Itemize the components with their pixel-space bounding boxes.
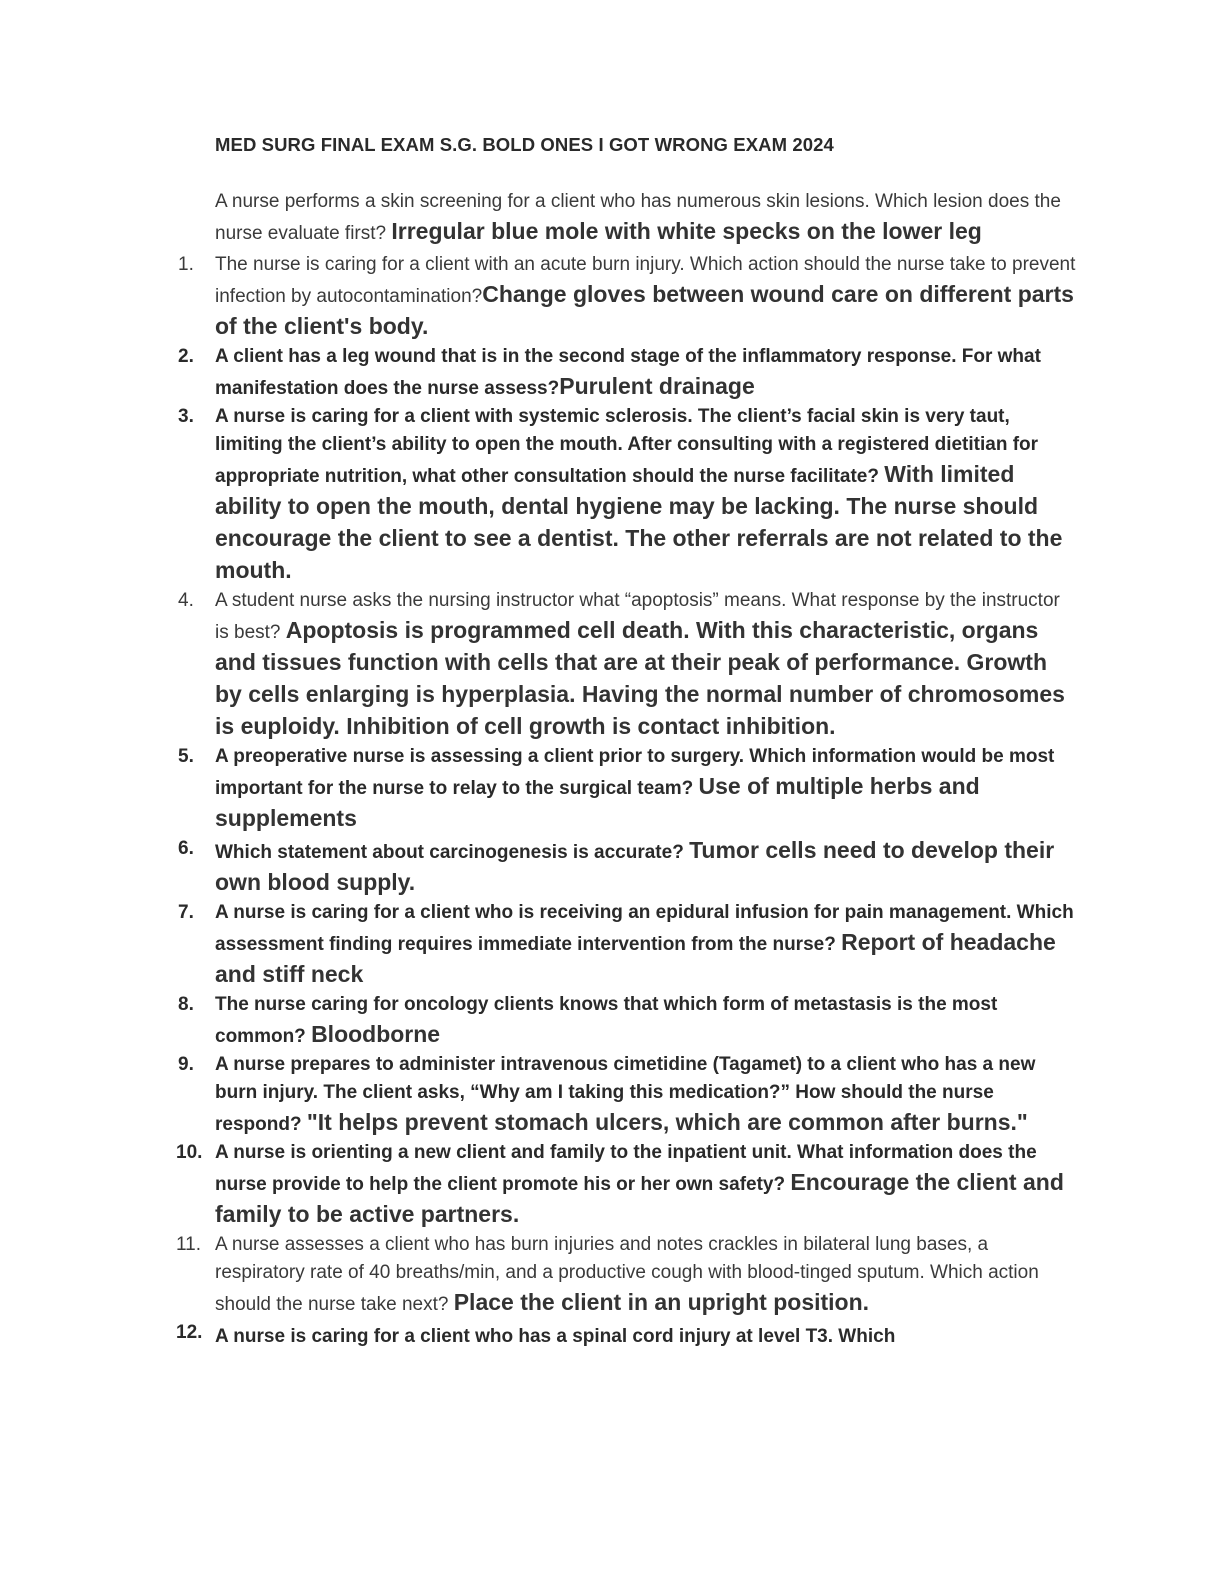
question-answer: "It helps prevent stomach ulcers, which are common after burns." [306, 1109, 1028, 1135]
question-number: 7. [178, 902, 194, 923]
question-answer: Change gloves between wound care on different parts of the client's body. [215, 281, 1074, 339]
question-stem: A preoperative nurse is assessing a client prior to surgery. Which information would be most important for the nurse to relay to the surgical team? [215, 746, 1055, 799]
question-item [178, 403, 1078, 587]
question-stem: A nurse is caring for a client who has a spinal cord injury at level T3. Which [215, 1326, 896, 1347]
question-stem: A nurse is orienting a new client and family to the inpatient unit. What information does the nurse provide to help the client promote his or her own safety? [215, 1142, 1037, 1195]
question-number: 11. [176, 1234, 202, 1255]
question-item [178, 1139, 1078, 1231]
question-stem: A nurse is caring for a client who is receiving an epidural infusion for pain management. Which assessment finding requires immediate intervention from the nurse? [215, 902, 1074, 955]
question-item [178, 587, 1078, 743]
question-number: 6. [178, 838, 194, 859]
question-number: 8. [178, 994, 194, 1015]
intro-question [178, 188, 1078, 248]
question-number: 1. [178, 254, 194, 275]
question-stem: A nurse is caring for a client with systemic sclerosis. The client’s facial skin is very taut, limiting the client’s ability to open the mouth. After consulting with a registered dietitian for appropriate nutrition, what other consultation should the nurse facilitate? [215, 406, 1039, 487]
question-item [178, 343, 1078, 403]
question-item [178, 1051, 1078, 1139]
question-item [178, 1319, 1078, 1351]
question-item [178, 991, 1078, 1051]
question-item [178, 835, 1078, 899]
question-list [178, 188, 1078, 1351]
question-stem: Which statement about carcinogenesis is accurate? [215, 842, 690, 863]
question-number: 4. [178, 590, 194, 611]
question-answer: With limited ability to open the mouth, dental hygiene may be lacking. The nurse should encourage the client to see a dentist. The other referrals are not related to the mouth. [215, 461, 1063, 583]
question-stem: A client has a leg wound that is in the second stage of the inflammatory response. For what manifestation does the nurse assess? [215, 346, 1041, 399]
question-answer: Place the client in an upright position. [453, 1289, 870, 1315]
document-title: MED SURG FINAL EXAM S.G. BOLD ONES I GOT WRONG EXAM 2024 [215, 134, 834, 155]
question-item [178, 1231, 1078, 1319]
question-stem: A student nurse asks the nursing instructor what “apoptosis” means. What response by the instructor is best? [215, 590, 1060, 643]
question-answer: Bloodborne [311, 1021, 441, 1047]
question-stem: The nurse is caring for a client with an acute burn injury. Which action should the nurse take to prevent infection by autocontamination? [215, 254, 1076, 307]
question-answer: Purulent drainage [559, 373, 755, 399]
question-answer: Encourage the client and family to be active partners. [215, 1169, 1064, 1227]
question-stem: A nurse assesses a client who has burn injuries and notes crackles in bilateral lung bases, a respiratory rate of 40 breaths/min, and a productive cough with blood-tinged sputum. Which action should the nurse take next? [215, 1234, 1039, 1315]
question-number: 12. [176, 1322, 203, 1343]
question-item [178, 743, 1078, 835]
question-number: 10. [176, 1142, 203, 1163]
question-stem: A nurse prepares to administer intravenous cimetidine (Tagamet) to a client who has a new burn injury. The client asks, “Why am I taking this medication?” How should the nurse respond? [215, 1054, 1036, 1135]
question-answer: Tumor cells need to develop their own blood supply. [215, 837, 1055, 895]
question-item [178, 251, 1078, 343]
question-number: 2. [178, 346, 194, 367]
question-answer: Use of multiple herbs and supplements [215, 773, 980, 831]
question-answer: Irregular blue mole with white specks on the lower leg [391, 218, 982, 244]
question-answer: Apoptosis is programmed cell death. With this characteristic, organs and tissues function with cells that are at their peak of performance. Growth by cells enlarging is hyperplasia. Having the normal number of chromosomes is euploidy. Inhibition of cell growth is contact inhibition. [215, 617, 1065, 739]
question-number: 9. [178, 1054, 194, 1075]
question-answer: Report of headache and stiff neck [215, 929, 1056, 987]
question-stem: A nurse performs a skin screening for a client who has numerous skin lesions. Which lesion does the nurse evaluate first? [215, 191, 1061, 244]
question-number: 3. [178, 406, 194, 427]
question-item [178, 899, 1078, 991]
question-number: 5. [178, 746, 194, 767]
question-stem: The nurse caring for oncology clients knows that which form of metastasis is the most common? [215, 994, 998, 1047]
